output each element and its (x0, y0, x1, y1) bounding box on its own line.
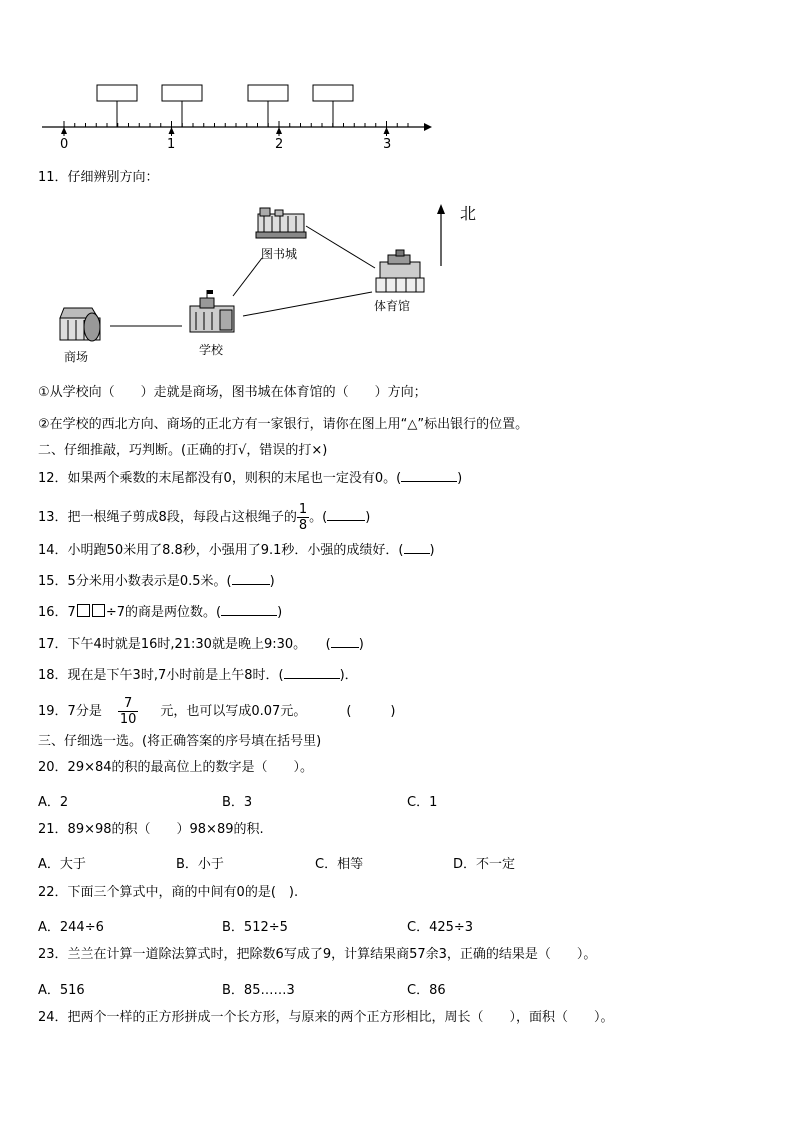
section2-title: 二、仔细推敲，巧判断。(正确的打√，错误的打×) (38, 443, 328, 458)
question-24: 24．把两个一样的正方形拼成一个长方形，与原来的两个正方形相比，周长（ ），面积（ ）。 (38, 1010, 614, 1025)
circled-mark: ② (38, 417, 50, 432)
q21-option-c[interactable]: C．相等 (315, 857, 364, 872)
q16-end: ) (277, 605, 283, 620)
tick-label-2: 2 (275, 137, 284, 152)
mall-icon (60, 308, 100, 341)
q12-end: ) (457, 471, 463, 486)
q17-end: ) (358, 637, 364, 652)
q23-option-a[interactable]: A．516 (38, 983, 85, 998)
mall-label: 商场 (64, 350, 89, 364)
q15-end: ) (269, 574, 275, 589)
tick-label-1: 1 (167, 137, 176, 152)
q22-option-a[interactable]: A．244÷6 (38, 920, 104, 935)
q21-option-d[interactable]: D．不一定 (453, 857, 516, 872)
question-22: 22．下面三个算式中，商的中间有0的是( ). (38, 885, 299, 900)
q19-text: 19．7分是 (38, 704, 102, 719)
q15-text: 15．5分米用小数表示是0.5米。( (38, 574, 232, 589)
q20-option-b[interactable]: B．3 (222, 795, 253, 810)
question-13 (38, 502, 370, 533)
question-19 (38, 696, 395, 727)
tick-label-0: 0 (60, 137, 69, 152)
q21-option-b[interactable]: B．小于 (176, 857, 224, 872)
school-label: 学校 (199, 343, 224, 357)
q20-option-c[interactable]: C．1 (407, 795, 438, 810)
north-label: 北 (460, 204, 477, 223)
answer-blank[interactable] (284, 666, 340, 679)
fraction: $\frac{1}{8}$ (298, 502, 308, 533)
q19-text-b: 元，也可以写成0.07元。 (160, 704, 307, 719)
q16-text-b: ÷7的商是两位数。( (105, 605, 222, 620)
section3-title: 三、仔细选一选。(将正确答案的序号填在括号里) (38, 734, 322, 749)
q11-part2 (38, 417, 528, 433)
q23-option-c[interactable]: C．86 (407, 983, 446, 998)
question-20: 20．29×84的积的最高位上的数字是（ ）。 (38, 760, 314, 775)
direction-map (0, 0, 794, 380)
q12-text: 12．如果两个乘数的末尾都没有0，则积的末尾也一定没有0。( (38, 471, 402, 486)
question-12 (38, 469, 462, 487)
answer-blank[interactable] (331, 635, 359, 648)
answer-blank[interactable] (327, 508, 365, 521)
q13-text: 13．把一根绳子剪成8段，每段占这根绳子的 (38, 510, 297, 525)
library-label: 图书城 (261, 247, 298, 261)
answer-blank[interactable] (404, 541, 430, 554)
q23-option-b[interactable]: B．85……3 (222, 983, 295, 998)
question-14 (38, 541, 435, 559)
q16-text: 16．7 (38, 605, 76, 620)
q11-part1 (38, 385, 427, 401)
q19-answer-paren[interactable]: ( ) (346, 704, 396, 719)
answer-blank[interactable] (232, 572, 270, 585)
q18-end: )． (339, 668, 358, 683)
question-18 (38, 666, 358, 684)
question-17 (38, 635, 364, 653)
answer-blank[interactable] (401, 469, 457, 482)
fraction: $\frac{7}{10}$ (119, 696, 137, 727)
q22-option-c[interactable]: C．425÷3 (407, 920, 474, 935)
q22-option-b[interactable]: B．512÷5 (222, 920, 288, 935)
question-23: 23．兰兰在计算一道除法算式时，把除数6写成了9，计算结果商57余3，正确的结果是（ ）。 (38, 947, 597, 962)
library-icon (256, 208, 306, 238)
question-15 (38, 572, 275, 590)
q11-part2-text: 在学校的西北方向、商场的正北方有一家银行，请你在图上用“△”标出银行的位置。 (49, 417, 529, 432)
q13-text-b: 。( (309, 510, 328, 525)
q13-end: ) (365, 510, 371, 525)
circled-mark: ① (38, 385, 50, 400)
q21-option-a[interactable]: A．大于 (38, 857, 86, 872)
stadium-icon (376, 250, 424, 292)
q11-title: 11．仔细辨别方向： (38, 170, 159, 185)
digit-box (77, 604, 90, 617)
tick-label-3: 3 (383, 137, 392, 152)
q18-text: 18．现在是下午3时,7小时前是上午8时．( (38, 668, 284, 683)
q17-text: 17．下午4时就是16时,21:30就是晚上9:30。 ( (38, 637, 331, 652)
digit-box (92, 604, 105, 617)
answer-blank[interactable] (221, 603, 277, 616)
school-icon (190, 290, 234, 332)
q14-text: 14．小明跑50米用了8.8秒，小强用了9.1秒．小强的成绩好．( (38, 543, 404, 558)
question-16 (38, 603, 282, 621)
q11-part1-text: 从学校向（ ）走就是商场，图书城在体育馆的（ ）方向； (49, 385, 427, 400)
q14-end: ) (429, 543, 435, 558)
stadium-label: 体育馆 (374, 299, 411, 313)
q20-option-a[interactable]: A．2 (38, 795, 69, 810)
question-21: 21．89×98的积（ ）98×89的积. (38, 822, 264, 837)
